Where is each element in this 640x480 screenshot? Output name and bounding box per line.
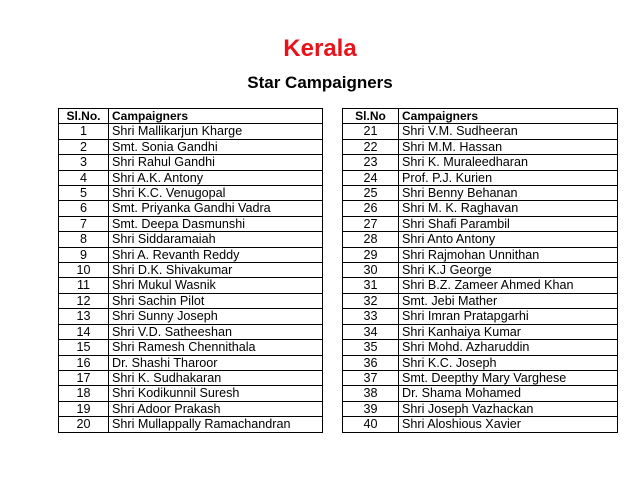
campaigner-name-cell: Shri D.K. Shivakumar [109, 263, 323, 278]
serial-number-cell: 4 [59, 170, 109, 185]
campaigner-name-cell: Shri Mukul Wasnik [109, 278, 323, 293]
campaigner-name-cell: Shri Ramesh Chennithala [109, 340, 323, 355]
serial-number-cell: 10 [59, 263, 109, 278]
serial-number-cell: 28 [343, 232, 399, 247]
serial-number-cell: 17 [59, 370, 109, 385]
serial-number-header: Sl.No [343, 109, 399, 124]
serial-number-cell: 9 [59, 247, 109, 262]
serial-number-cell: 34 [343, 324, 399, 339]
table-row [343, 232, 618, 247]
campaigner-name-cell: Dr. Shashi Tharoor [109, 355, 323, 370]
campaigner-name-cell: Shri Shafi Parambil [399, 216, 618, 231]
serial-number-cell: 33 [343, 309, 399, 324]
table-row [59, 278, 323, 293]
table-header-row [59, 109, 323, 124]
table-row [59, 139, 323, 154]
serial-number-cell: 16 [59, 355, 109, 370]
table-row [343, 417, 618, 432]
campaigner-name-cell: Shri Mallikarjun Kharge [109, 124, 323, 139]
table-row [343, 401, 618, 416]
campaigner-name-cell: Shri Rahul Gandhi [109, 155, 323, 170]
serial-number-cell: 18 [59, 386, 109, 401]
table-row [59, 155, 323, 170]
table-row [343, 139, 618, 154]
table-row [59, 355, 323, 370]
campaigner-name-cell: Smt. Deepthy Mary Varghese [399, 370, 618, 385]
serial-number-cell: 29 [343, 247, 399, 262]
campaigner-name-cell: Shri V.M. Sudheeran [399, 124, 618, 139]
table-row [343, 247, 618, 262]
serial-number-cell: 20 [59, 417, 109, 432]
table-row [59, 293, 323, 308]
table-row [59, 216, 323, 231]
campaigner-name-cell: Shri Sunny Joseph [109, 309, 323, 324]
serial-number-cell: 15 [59, 340, 109, 355]
table-row [343, 186, 618, 201]
campaigner-name-cell: Shri Siddaramaiah [109, 232, 323, 247]
table-row [59, 170, 323, 185]
campaigner-name-cell: Shri B.Z. Zameer Ahmed Khan [399, 278, 618, 293]
campaigner-name-cell: Shri M.M. Hassan [399, 139, 618, 154]
serial-number-cell: 32 [343, 293, 399, 308]
serial-number-cell: 12 [59, 293, 109, 308]
campaigner-name-cell: Prof. P.J. Kurien [399, 170, 618, 185]
serial-number-cell: 36 [343, 355, 399, 370]
serial-number-cell: 23 [343, 155, 399, 170]
serial-number-cell: 40 [343, 417, 399, 432]
campaigner-name-cell: Smt. Deepa Dasmunshi [109, 216, 323, 231]
serial-number-cell: 3 [59, 155, 109, 170]
serial-number-cell: 25 [343, 186, 399, 201]
table-row [59, 263, 323, 278]
campaigner-name-cell: Shri A. Revanth Reddy [109, 247, 323, 262]
campaigner-name-cell: Shri Joseph Vazhackan [399, 401, 618, 416]
table-row [59, 401, 323, 416]
campaigner-name-cell: Shri Benny Behanan [399, 186, 618, 201]
campaigner-name-cell: Shri K.J George [399, 263, 618, 278]
campaigner-name-cell: Shri A.K. Antony [109, 170, 323, 185]
table-row [59, 417, 323, 432]
table-row [343, 155, 618, 170]
serial-number-cell: 14 [59, 324, 109, 339]
table-row [59, 232, 323, 247]
campaigners-table-right [342, 108, 618, 433]
table-row [343, 201, 618, 216]
serial-number-cell: 2 [59, 139, 109, 154]
campaigner-name-cell: Shri Imran Pratapgarhi [399, 309, 618, 324]
serial-number-cell: 1 [59, 124, 109, 139]
table-row [343, 355, 618, 370]
serial-number-cell: 13 [59, 309, 109, 324]
serial-number-cell: 35 [343, 340, 399, 355]
table-row [343, 324, 618, 339]
table-row [59, 247, 323, 262]
serial-number-cell: 11 [59, 278, 109, 293]
campaigners-table-left [58, 108, 323, 433]
serial-number-cell: 26 [343, 201, 399, 216]
table-row [343, 124, 618, 139]
serial-number-cell: 27 [343, 216, 399, 231]
serial-number-cell: 39 [343, 401, 399, 416]
table-row [343, 278, 618, 293]
campaigner-name-cell: Shri Sachin Pilot [109, 293, 323, 308]
serial-number-cell: 38 [343, 386, 399, 401]
serial-number-cell: 5 [59, 186, 109, 201]
table-row [343, 340, 618, 355]
campaigner-name-cell: Smt. Priyanka Gandhi Vadra [109, 201, 323, 216]
table-row [343, 263, 618, 278]
campaigner-name-cell: Shri K. Sudhakaran [109, 370, 323, 385]
campaigner-name-cell: Shri Kanhaiya Kumar [399, 324, 618, 339]
campaigner-name-cell: Shri K. Muraleedharan [399, 155, 618, 170]
table-row [343, 216, 618, 231]
campaigner-name-cell: Shri Kodikunnil Suresh [109, 386, 323, 401]
table-header-row [343, 109, 618, 124]
campaigner-name-cell: Shri Mullappally Ramachandran [109, 417, 323, 432]
table-row [59, 370, 323, 385]
campaigners-header: Campaigners [399, 109, 618, 124]
serial-number-cell: 21 [343, 124, 399, 139]
campaigner-name-cell: Shri Aloshious Xavier [399, 417, 618, 432]
table-row [59, 309, 323, 324]
table-row [59, 186, 323, 201]
serial-number-header: Sl.No. [59, 109, 109, 124]
table-row [59, 124, 323, 139]
campaigners-header: Campaigners [109, 109, 323, 124]
table-row [59, 324, 323, 339]
serial-number-cell: 30 [343, 263, 399, 278]
table-row [59, 340, 323, 355]
serial-number-cell: 7 [59, 216, 109, 231]
campaigner-name-cell: Shri K.C. Venugopal [109, 186, 323, 201]
table-row [343, 309, 618, 324]
serial-number-cell: 24 [343, 170, 399, 185]
campaigner-name-cell: Shri Adoor Prakash [109, 401, 323, 416]
page-subtitle: Star Campaigners [247, 73, 393, 92]
serial-number-cell: 37 [343, 370, 399, 385]
campaigner-name-cell: Shri V.D. Satheeshan [109, 324, 323, 339]
serial-number-cell: 6 [59, 201, 109, 216]
table-row [343, 293, 618, 308]
page-title: Kerala [283, 35, 357, 62]
table-row [343, 386, 618, 401]
campaigner-name-cell: Smt. Jebi Mather [399, 293, 618, 308]
table-row [59, 201, 323, 216]
campaigner-name-cell: Smt. Sonia Gandhi [109, 139, 323, 154]
table-row [343, 170, 618, 185]
serial-number-cell: 22 [343, 139, 399, 154]
table-row [59, 386, 323, 401]
campaigner-name-cell: Shri Rajmohan Unnithan [399, 247, 618, 262]
campaigner-name-cell: Shri Mohd. Azharuddin [399, 340, 618, 355]
campaigner-name-cell: Shri K.C. Joseph [399, 355, 618, 370]
campaigner-name-cell: Shri M. K. Raghavan [399, 201, 618, 216]
serial-number-cell: 31 [343, 278, 399, 293]
table-row [343, 370, 618, 385]
serial-number-cell: 19 [59, 401, 109, 416]
campaigner-name-cell: Shri Anto Antony [399, 232, 618, 247]
campaigner-name-cell: Dr. Shama Mohamed [399, 386, 618, 401]
serial-number-cell: 8 [59, 232, 109, 247]
